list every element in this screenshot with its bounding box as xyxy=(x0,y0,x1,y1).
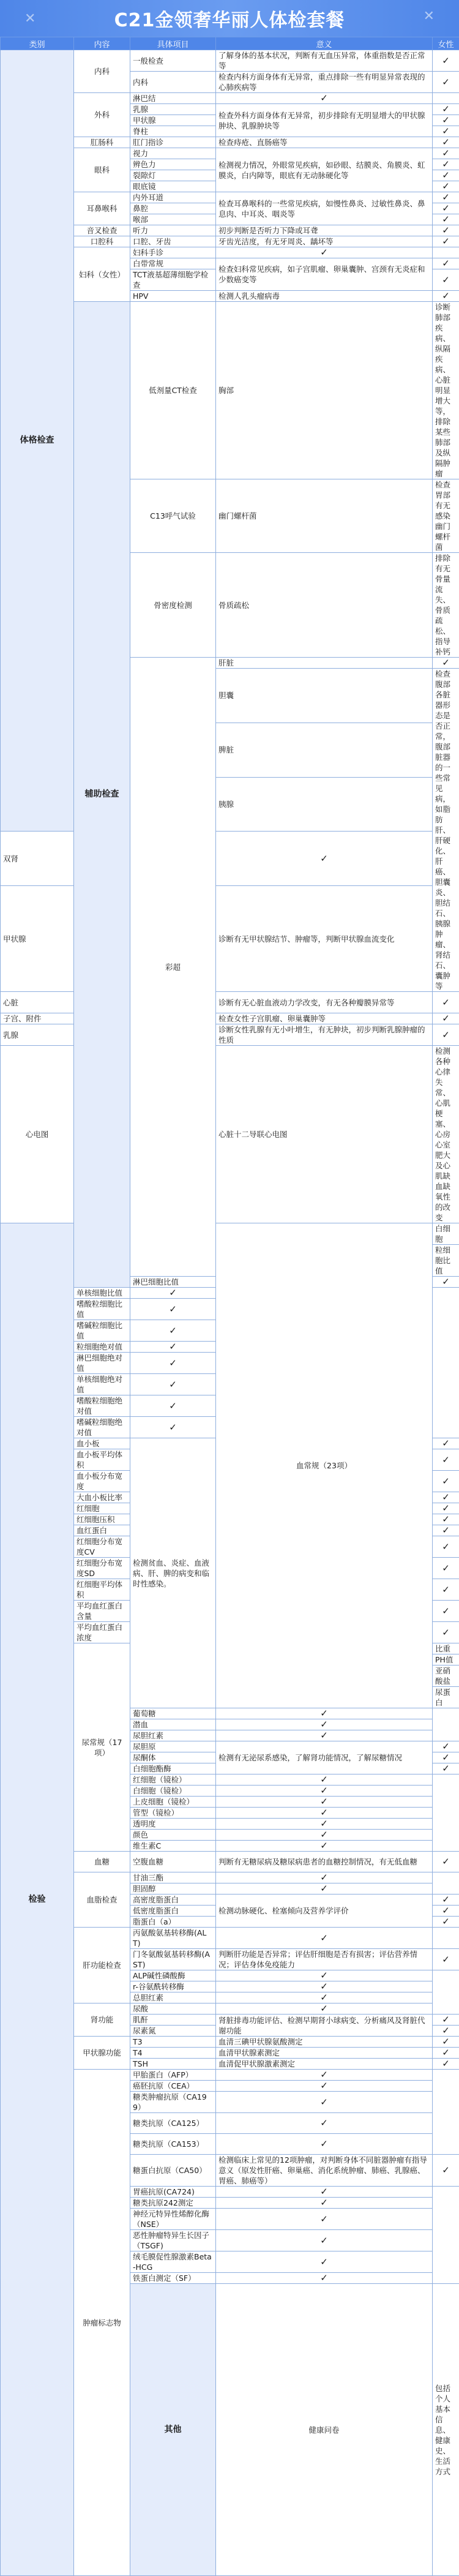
check-mark-icon: ✓ xyxy=(216,1819,433,1830)
content-cell: 血常规（23项） xyxy=(216,1223,433,1708)
check-mark-icon: ✓ xyxy=(216,2003,433,2015)
check-mark-icon: ✓ xyxy=(433,1852,459,1872)
content-cell: C13呼气试验 xyxy=(130,479,216,553)
page-header xyxy=(0,0,459,37)
item-cell: 子宫、附件 xyxy=(1,1013,74,1024)
check-mark-icon: ✓ xyxy=(433,1013,459,1024)
item-cell: TSH xyxy=(130,2059,216,2070)
content-cell: 彩超 xyxy=(130,658,216,1277)
check-mark-icon: ✓ xyxy=(433,1277,459,1288)
item-cell: 红细胞分布宽度CV xyxy=(74,1536,130,1558)
table-row xyxy=(1,1223,459,1245)
table-row xyxy=(1,832,459,886)
check-mark-icon: ✓ xyxy=(433,1558,459,1579)
meaning-cell: 检查内科方面身体有无异常，重点排除一些有明显异常表现的心肺疾病等 xyxy=(216,72,433,93)
meaning-cell: 血清三碘甲状腺氨酸测定 xyxy=(216,2037,433,2048)
item-cell: 心脏十二导联心电图 xyxy=(216,1046,433,1223)
check-mark-icon: ✓ xyxy=(433,148,459,159)
check-mark-icon: ✓ xyxy=(216,2209,433,2230)
item-cell: 甘油三酯 xyxy=(130,1872,216,1883)
content-cell: 肝功能检查 xyxy=(74,1928,130,2003)
item-cell: 颜色 xyxy=(130,1830,216,1841)
item-cell: 绒毛膜促性腺激素Beta-HCG xyxy=(130,2251,216,2273)
page-title: C21金领奢华丽人体检套餐 xyxy=(114,5,345,32)
meaning-cell: 诊断肺部疾病、纵隔疾病、心脏明显增大等，排除某些肺部及纵隔肿瘤 xyxy=(433,302,459,479)
check-mark-icon: ✓ xyxy=(216,93,433,104)
meaning-cell: 检查女性子宫肌瘤、卵巢囊肿等 xyxy=(216,1013,433,1024)
item-cell: 裂隙灯 xyxy=(130,170,216,181)
check-mark-icon: ✓ xyxy=(433,258,459,269)
table-row xyxy=(1,1013,459,1024)
item-cell: 透明度 xyxy=(130,1819,216,1830)
check-mark-icon: ✓ xyxy=(433,2015,459,2026)
check-mark-icon: ✓ xyxy=(216,1830,433,1841)
item-cell: 乳腺 xyxy=(130,104,216,115)
category-cell: 体格检查 xyxy=(1,50,74,832)
item-cell: 淋巴细胞绝对值 xyxy=(74,1353,130,1374)
meaning-cell: 检查腹部各脏器形态是否正常，腹部脏器的一些常见病，如脂肪肝、肝硬化、肝癌、胆囊炎、胆结石、胰腺肿瘤、肾结石、囊肿等 xyxy=(433,669,459,992)
content-cell: 骨密度检测 xyxy=(130,553,216,658)
item-cell: 血小板 xyxy=(74,1438,130,1449)
check-mark-icon: ✓ xyxy=(433,1449,459,1471)
check-mark-icon: ✓ xyxy=(216,1808,433,1819)
content-cell: 外科 xyxy=(74,93,130,137)
table-row xyxy=(1,992,459,1013)
check-mark-icon: ✓ xyxy=(216,1730,433,1741)
check-mark-icon: ✓ xyxy=(433,1949,459,1970)
item-cell: 肌酐 xyxy=(130,2015,216,2026)
check-mark-icon: ✓ xyxy=(216,1841,433,1852)
item-cell: TCT液基超薄细胞学检查 xyxy=(130,269,216,291)
content-cell: 低剂量CT检查 xyxy=(130,302,216,479)
exam-package-table xyxy=(0,37,459,2576)
check-mark-icon: ✓ xyxy=(216,1797,433,1808)
check-mark-icon: ✓ xyxy=(433,2155,459,2187)
item-cell: 单核细胞比值 xyxy=(74,1288,130,1299)
item-cell: 甲状腺 xyxy=(130,115,216,126)
meaning-cell: 诊断有无心脏血液动力学改变，有无各种瓣膜异常等 xyxy=(216,992,433,1013)
check-mark-icon: ✓ xyxy=(216,2273,433,2284)
item-cell: 神经元特异性烯醇化酶（NSE） xyxy=(130,2209,216,2230)
check-mark-icon: ✓ xyxy=(433,1741,459,1752)
check-mark-icon: ✓ xyxy=(216,2198,433,2209)
check-mark-icon: ✓ xyxy=(216,1872,433,1883)
check-mark-icon: ✓ xyxy=(433,992,459,1013)
item-cell: 胃癌抗原(CA724) xyxy=(130,2187,216,2198)
item-cell: 双肾 xyxy=(1,832,74,886)
meaning-cell: 诊断女性乳腺有无小叶增生，有无肿块，初步判断乳腺肿瘤的性质 xyxy=(216,1024,433,1046)
item-cell: 粒细胞绝对值 xyxy=(74,1342,130,1353)
check-mark-icon: ✓ xyxy=(433,50,459,72)
check-mark-icon: ✓ xyxy=(216,2113,433,2134)
item-cell: 比重 xyxy=(433,1643,459,1654)
item-cell: 白细胞（镜检） xyxy=(130,1786,216,1797)
item-cell: 血小板分布宽度 xyxy=(74,1471,130,1492)
item-cell: ALP碱性磷酸酶 xyxy=(130,1970,216,1981)
item-cell: HPV xyxy=(130,291,216,302)
item-cell: 血小板平均体积 xyxy=(74,1449,130,1471)
item-cell: 空腹血糖 xyxy=(130,1852,216,1872)
check-mark-icon: ✓ xyxy=(433,1536,459,1558)
content-cell: 尿常规（17项） xyxy=(74,1643,130,1852)
item-cell: 葡萄糖 xyxy=(130,1708,216,1719)
check-mark-icon: ✓ xyxy=(433,2048,459,2059)
item-cell: 幽门螺杆菌 xyxy=(216,479,433,553)
item-cell: 红细胞（镜检） xyxy=(130,1774,216,1786)
item-cell: 糖蛋白抗原（CA50） xyxy=(130,2155,216,2187)
meaning-cell: 检测人乳头瘤病毒 xyxy=(216,291,433,302)
item-cell: 骨质疏松 xyxy=(216,553,433,658)
meaning-cell: 排除有无骨量流失、骨质疏松、指导补钙 xyxy=(433,553,459,658)
check-mark-icon: ✓ xyxy=(433,170,459,181)
item-cell: 嗜碱粒细胞绝对值 xyxy=(74,1417,130,1438)
close-icon[interactable]: ✕ xyxy=(424,9,435,24)
item-cell: 平均血红蛋白含量 xyxy=(74,1601,130,1622)
item-cell: PH值 xyxy=(433,1654,459,1665)
item-cell: 包括个人基本信息、健康史、生活方式 xyxy=(433,2284,459,2576)
check-mark-icon: ✓ xyxy=(433,2037,459,2048)
item-cell: r-谷氨酰转移酶 xyxy=(130,1981,216,1992)
category-cell: 其他 xyxy=(130,2284,216,2576)
meaning-cell: 检测各种心律失常、心肌梗塞、心房心室肥大及心肌缺血缺氧性的改变 xyxy=(433,1046,459,1223)
item-cell: 肛门指诊 xyxy=(130,137,216,148)
check-mark-icon: ✓ xyxy=(433,1894,459,1906)
item-cell: 高密度脂蛋白 xyxy=(130,1894,216,1906)
item-cell: 淋巴细胞比值 xyxy=(130,1277,216,1288)
close-icon[interactable]: ✕ xyxy=(24,11,35,26)
item-cell: 嗜酸粒细胞绝对值 xyxy=(74,1395,130,1417)
check-mark-icon: ✓ xyxy=(433,291,459,302)
item-cell: 低密度脂蛋白 xyxy=(130,1906,216,1917)
check-mark-icon: ✓ xyxy=(433,2059,459,2070)
content-cell: 音叉检查 xyxy=(74,225,130,236)
content-cell: 口腔科 xyxy=(74,236,130,247)
item-cell: 糖类抗原（CA153） xyxy=(130,2134,216,2155)
item-cell: 尿酸 xyxy=(130,2003,216,2015)
table-row xyxy=(1,886,459,992)
item-cell: 嗜酸粒细胞比值 xyxy=(74,1299,130,1320)
item-cell: 乳腺 xyxy=(1,1024,74,1046)
item-cell: 尿胆原 xyxy=(130,1741,216,1752)
check-mark-icon: ✓ xyxy=(433,1438,459,1449)
item-cell: 口腔、牙齿 xyxy=(130,236,216,247)
item-cell: 视力 xyxy=(130,148,216,159)
item-cell: 亚硝酸盐 xyxy=(433,1665,459,1687)
check-mark-icon: ✓ xyxy=(130,1342,216,1353)
item-cell: 喉部 xyxy=(130,214,216,225)
check-mark-icon: ✓ xyxy=(216,832,433,886)
check-mark-icon: ✓ xyxy=(433,1601,459,1622)
item-cell: 门冬氨酸氨基转移酶(AST) xyxy=(130,1949,216,1970)
check-mark-icon: ✓ xyxy=(216,2134,433,2155)
meaning-cell: 血清甲状腺素测定 xyxy=(216,2048,433,2059)
check-mark-icon: ✓ xyxy=(433,214,459,225)
check-mark-icon: ✓ xyxy=(130,1320,216,1342)
item-cell: 大血小板比率 xyxy=(74,1492,130,1503)
item-cell: 内外耳道 xyxy=(130,192,216,203)
check-mark-icon: ✓ xyxy=(433,1752,459,1763)
check-mark-icon: ✓ xyxy=(216,247,433,258)
content-cell: 甲状腺功能 xyxy=(74,2037,130,2070)
column-header-content: 内容 xyxy=(74,37,130,50)
content-cell: 肾功能 xyxy=(74,2003,130,2037)
check-mark-icon: ✓ xyxy=(433,72,459,93)
content-cell: 眼科 xyxy=(74,148,130,192)
item-cell: 内科 xyxy=(130,72,216,93)
check-mark-icon: ✓ xyxy=(433,104,459,115)
item-cell: 丙氨酸氨基转移酶(ALT) xyxy=(130,1928,216,1949)
item-cell: T3 xyxy=(130,2037,216,2048)
item-cell: 癌胚抗原（CEA） xyxy=(130,2081,216,2092)
check-mark-icon: ✓ xyxy=(433,126,459,137)
check-mark-icon: ✓ xyxy=(216,1970,433,1981)
check-mark-icon: ✓ xyxy=(130,1374,216,1395)
meaning-cell: 检测临床上常见的12项肿瘤，对判断身体不同脏器肿瘤有指导意义（原发性肝癌、卵巢癌、消化系统肿瘤、肺癌、乳腺癌、胃癌、肺癌等） xyxy=(216,2155,433,2187)
item-cell: 眼底镜 xyxy=(130,181,216,192)
item-cell: 维生素C xyxy=(130,1841,216,1852)
check-mark-icon: ✓ xyxy=(433,658,459,669)
item-cell: 胰腺 xyxy=(216,777,433,832)
column-header-item: 具体项目 xyxy=(130,37,216,50)
check-mark-icon: ✓ xyxy=(433,137,459,148)
category-cell: 辅助检查 xyxy=(74,302,130,1288)
check-mark-icon: ✓ xyxy=(216,1708,433,1719)
check-mark-icon: ✓ xyxy=(433,1579,459,1601)
check-mark-icon: ✓ xyxy=(130,1417,216,1438)
meaning-cell: 检查胃部有无感染幽门螺杆菌 xyxy=(433,479,459,553)
check-mark-icon: ✓ xyxy=(433,192,459,203)
item-cell: 铁蛋白测定（SF） xyxy=(130,2273,216,2284)
item-cell: 红细胞平均体积 xyxy=(74,1579,130,1601)
table-row xyxy=(1,1046,459,1223)
check-mark-icon: ✓ xyxy=(433,1492,459,1503)
meaning-cell: 检测有无泌尿系感染，了解肾功能情况，了解尿糖情况 xyxy=(216,1741,433,1774)
table-row xyxy=(1,50,459,72)
meaning-cell: 了解身体的基本状况，判断有无血压异常，体重指数是否正常等 xyxy=(216,50,433,72)
item-cell: 一般检查 xyxy=(130,50,216,72)
check-mark-icon: ✓ xyxy=(216,2092,433,2113)
item-cell: 甲状腺 xyxy=(1,886,74,992)
content-cell: 血糖 xyxy=(74,1852,130,1872)
check-mark-icon: ✓ xyxy=(216,2230,433,2251)
item-cell: 潜血 xyxy=(130,1719,216,1730)
check-mark-icon: ✓ xyxy=(433,159,459,170)
item-cell: 红细胞 xyxy=(74,1503,130,1514)
meaning-cell: 检查妇科常见疾病，如子宫肌瘤、卵巢囊肿、宫颈有无炎症和少数癌变等 xyxy=(216,258,433,291)
item-cell: 肝脏 xyxy=(216,658,433,669)
meaning-cell: 肾脏排毒功能评估、检测早期肾小球病变、分析痛风及肾脏代谢功能 xyxy=(216,2015,433,2037)
column-header-category: 类别 xyxy=(1,37,74,50)
item-cell: 白细胞酯酶 xyxy=(130,1763,216,1774)
meaning-cell: 检查耳鼻喉科的一些常见疾病，如慢性鼻炎、过敏性鼻炎、鼻息肉、中耳炎、咽炎等 xyxy=(216,192,433,225)
content-cell: 耳鼻喉科 xyxy=(74,192,130,225)
item-cell: 嗜碱粒细胞比值 xyxy=(74,1320,130,1342)
item-cell: 鼻腔 xyxy=(130,203,216,214)
check-mark-icon: ✓ xyxy=(433,1622,459,1643)
item-cell: 管型（镜检） xyxy=(130,1808,216,1819)
check-mark-icon: ✓ xyxy=(216,2251,433,2273)
check-mark-icon: ✓ xyxy=(130,1395,216,1417)
check-mark-icon: ✓ xyxy=(216,1928,433,1949)
check-mark-icon: ✓ xyxy=(216,1786,433,1797)
item-cell: 红细胞分布宽度SD xyxy=(74,1558,130,1579)
check-mark-icon: ✓ xyxy=(433,236,459,247)
item-cell: 血红蛋白 xyxy=(74,1525,130,1536)
check-mark-icon: ✓ xyxy=(433,1906,459,1917)
item-cell: 心脏 xyxy=(1,992,74,1013)
column-header-meaning: 意义 xyxy=(216,37,433,50)
check-mark-icon: ✓ xyxy=(216,1992,433,2003)
check-mark-icon: ✓ xyxy=(130,1288,216,1299)
check-mark-icon: ✓ xyxy=(433,181,459,192)
meaning-cell: 检查外科方面身体有无异常，初步排除有无明显增大的甲状腺肿块、乳腺肿块等 xyxy=(216,104,433,137)
check-mark-icon: ✓ xyxy=(216,2070,433,2081)
item-cell: 尿酮体 xyxy=(130,1752,216,1763)
item-cell: 平均血红蛋白浓度 xyxy=(74,1622,130,1643)
check-mark-icon: ✓ xyxy=(433,2026,459,2037)
check-mark-icon: ✓ xyxy=(216,2081,433,2092)
item-cell: 甲胎蛋白（AFP） xyxy=(130,2070,216,2081)
check-mark-icon: ✓ xyxy=(216,2187,433,2198)
meaning-cell: 判断肝功能是否异常；评估肝细胞是否有损害；评估营养情况；评估身体免疫能力 xyxy=(216,1949,433,1970)
meaning-cell: 诊断有无甲状腺结节、肿瘤等，判断甲状腺血流变化 xyxy=(216,886,433,992)
content-cell: 健康问卷 xyxy=(216,2284,433,2576)
item-cell: 糖类抗原（CA125） xyxy=(130,2113,216,2134)
check-mark-icon: ✓ xyxy=(433,1024,459,1046)
check-mark-icon: ✓ xyxy=(433,1503,459,1514)
item-cell: 尿胆红素 xyxy=(130,1730,216,1741)
check-mark-icon: ✓ xyxy=(433,1763,459,1774)
meaning-cell: 检测贫血、炎症、血液病、肝、脾的病变和临时性感染。 xyxy=(130,1438,216,1708)
content-cell: 内科 xyxy=(74,50,130,93)
item-cell: 听力 xyxy=(130,225,216,236)
item-cell: 上皮细胞（镜检） xyxy=(130,1797,216,1808)
content-cell: 肛肠科 xyxy=(74,137,130,148)
item-cell: 白细胞 xyxy=(433,1223,459,1245)
item-cell: 脾脏 xyxy=(216,723,433,777)
item-cell: 单核细胞绝对值 xyxy=(74,1374,130,1395)
item-cell: 妇科手诊 xyxy=(130,247,216,258)
item-cell: 糖类肿瘤抗原（CA199） xyxy=(130,2092,216,2113)
check-mark-icon: ✓ xyxy=(433,115,459,126)
item-cell: 总胆红素 xyxy=(130,1992,216,2003)
item-cell: 脂蛋白（a） xyxy=(130,1917,216,1928)
check-mark-icon: ✓ xyxy=(216,1774,433,1786)
item-cell: 脊柱 xyxy=(130,126,216,137)
check-mark-icon: ✓ xyxy=(433,225,459,236)
item-cell: 粒细胞比值 xyxy=(433,1245,459,1277)
column-header-female: 女性 xyxy=(433,37,459,50)
item-cell: 辨色力 xyxy=(130,159,216,170)
check-mark-icon: ✓ xyxy=(216,1981,433,1992)
item-cell: 红细胞压积 xyxy=(74,1514,130,1525)
content-cell: 心电图 xyxy=(1,1046,74,1223)
meaning-cell: 检测动脉硬化、栓塞倾向及营养学评价 xyxy=(216,1894,433,1928)
check-mark-icon: ✓ xyxy=(433,1525,459,1536)
item-cell: 尿蛋白 xyxy=(433,1687,459,1708)
meaning-cell: 判断有无糖尿病及糖尿病患者的血糖控制情况，有无低血糖 xyxy=(216,1852,433,1872)
check-mark-icon: ✓ xyxy=(433,203,459,214)
item-cell: 白带常规 xyxy=(130,258,216,269)
table-header-row xyxy=(1,37,459,50)
category-cell: 检验 xyxy=(1,1223,74,2576)
item-cell: 胸部 xyxy=(216,302,433,479)
meaning-cell: 牙齿光洁度，有无牙周炎、龋坏等 xyxy=(216,236,433,247)
item-cell: 胆固醇 xyxy=(130,1883,216,1894)
check-mark-icon: ✓ xyxy=(216,1883,433,1894)
table-body xyxy=(1,50,459,2576)
check-mark-icon: ✓ xyxy=(433,269,459,291)
meaning-cell: 初步判断是否听力下降或耳聋 xyxy=(216,225,433,236)
item-cell: 淋巴结 xyxy=(130,93,216,104)
check-mark-icon: ✓ xyxy=(130,1299,216,1320)
item-cell: 胆囊 xyxy=(216,669,433,723)
check-mark-icon: ✓ xyxy=(130,1353,216,1374)
check-mark-icon: ✓ xyxy=(433,1514,459,1525)
content-cell: 妇科（女性） xyxy=(74,247,130,302)
content-cell: 血脂检查 xyxy=(74,1872,130,1928)
check-mark-icon: ✓ xyxy=(433,1471,459,1492)
item-cell: T4 xyxy=(130,2048,216,2059)
table-row xyxy=(1,1024,459,1046)
item-cell: 尿素氮 xyxy=(130,2026,216,2037)
check-mark-icon: ✓ xyxy=(216,1719,433,1730)
item-cell: 恶性肿瘤特异生长因子（TSGF) xyxy=(130,2230,216,2251)
item-cell: 糖类抗原242测定 xyxy=(130,2198,216,2209)
content-cell: 肿瘤标志物 xyxy=(74,2070,130,2576)
meaning-cell: 检测视力情况，外眼常见疾病，如砂眼、结膜炎、角膜炎、虹膜炎，白内障等，眼底有无动脉硬化等 xyxy=(216,148,433,192)
meaning-cell: 血清促甲状腺激素测定 xyxy=(216,2059,433,2070)
check-mark-icon: ✓ xyxy=(433,1917,459,1928)
meaning-cell: 检查痔疮、直肠癌等 xyxy=(216,137,433,148)
